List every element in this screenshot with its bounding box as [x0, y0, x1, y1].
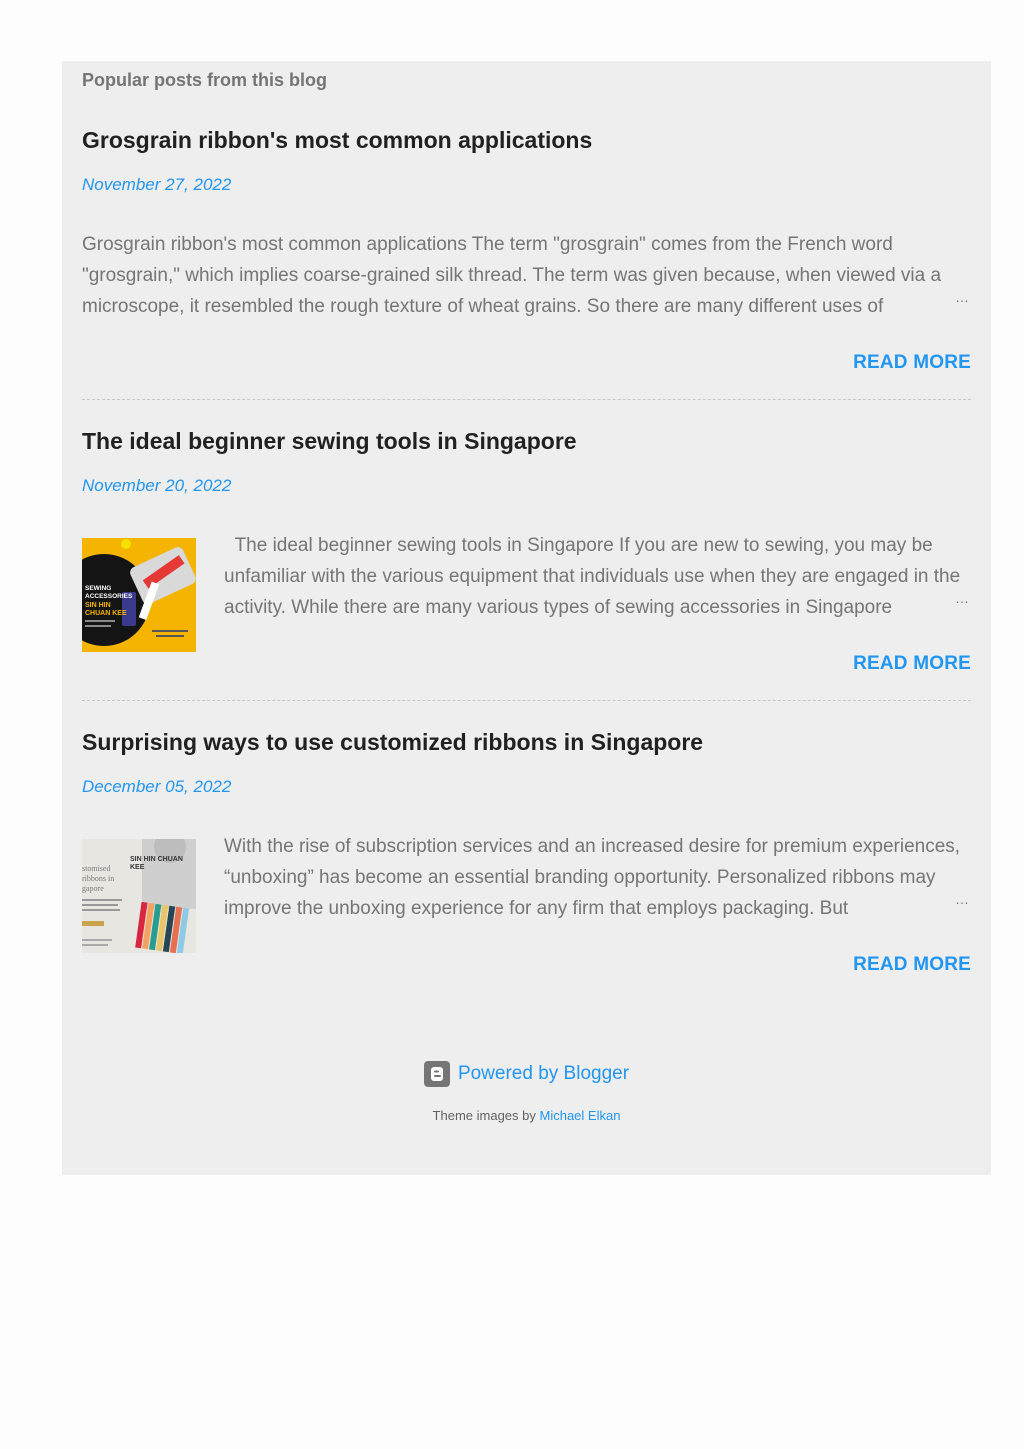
powered-by-label: Powered by Blogger: [457, 1063, 630, 1084]
post-snippet: Grosgrain ribbon's most common applications The term "grosgrain" comes from the French word "grosgrain," which implies coarse-grained silk thread. The term was given because, when viewed via a microscope, it resembled the rough texture of wheat grains. So there are many different uses of: [82, 234, 942, 317]
post-title[interactable]: The ideal beginner sewing tools in Singapore: [82, 428, 577, 454]
post-snippet: With the rise of subscription services and an increased desire for premium experiences, “unboxing” has become an essential branding opportunity. Personalized ribbons may improve the unboxing experience for any firm that employs packaging. But: [224, 836, 961, 919]
thumbnail-text: CHUAN KEE: [85, 610, 127, 617]
theme-credit: [62, 1108, 991, 1123]
theme-credit-prefix: Theme images by: [432, 1108, 536, 1123]
read-more-link[interactable]: READ MORE: [853, 954, 971, 975]
thumbnail-text: SIN HIN: [85, 602, 111, 609]
blog-footer: [62, 1061, 991, 1123]
post-snippet: The ideal beginner sewing tools in Singapore If you are new to sewing, you may be unfamiliar with the various equipment that individuals use when they are engaged in the activity. While there are many various types of sewing accessories in Singapore: [224, 535, 966, 618]
customized-ribbons-thumbnail-image: [82, 839, 196, 953]
post-date[interactable]: December 05, 2022: [82, 777, 232, 796]
post-date[interactable]: November 27, 2022: [82, 175, 232, 194]
thumbnail-text: KEE: [130, 864, 145, 871]
post-date[interactable]: November 20, 2022: [82, 476, 232, 495]
thumbnail-text: ribbons in: [82, 874, 115, 883]
post-thumbnail[interactable]: [82, 538, 196, 652]
post-divider: [82, 700, 971, 701]
blogger-icon: [424, 1061, 450, 1087]
post-title[interactable]: Surprising ways to use customized ribbons in Singapore: [82, 729, 704, 755]
popular-posts-panel: [62, 61, 991, 1175]
thumbnail-text: SEWING: [85, 585, 112, 592]
sewing-accessories-thumbnail-image: [82, 538, 196, 652]
post-divider: [82, 399, 971, 400]
ellipsis-icon: …: [943, 289, 971, 305]
thumbnail-text: gapore: [82, 884, 104, 893]
powered-by-blogger-link[interactable]: [424, 1061, 629, 1087]
ellipsis-icon: …: [943, 891, 971, 907]
thumbnail-text: stomised: [82, 864, 111, 873]
read-more-link[interactable]: READ MORE: [853, 352, 971, 373]
theme-author-link[interactable]: Michael Elkan: [539, 1108, 621, 1123]
post-title[interactable]: Grosgrain ribbon's most common applications: [82, 127, 593, 153]
section-title: Popular posts from this blog: [82, 70, 328, 90]
read-more-link[interactable]: READ MORE: [853, 653, 971, 674]
ellipsis-icon: …: [943, 590, 971, 606]
thumbnail-text: SIN HIN CHUAN: [130, 856, 183, 863]
post-thumbnail[interactable]: [82, 839, 196, 953]
thumbnail-text: ACCESSORIES: [85, 593, 133, 600]
